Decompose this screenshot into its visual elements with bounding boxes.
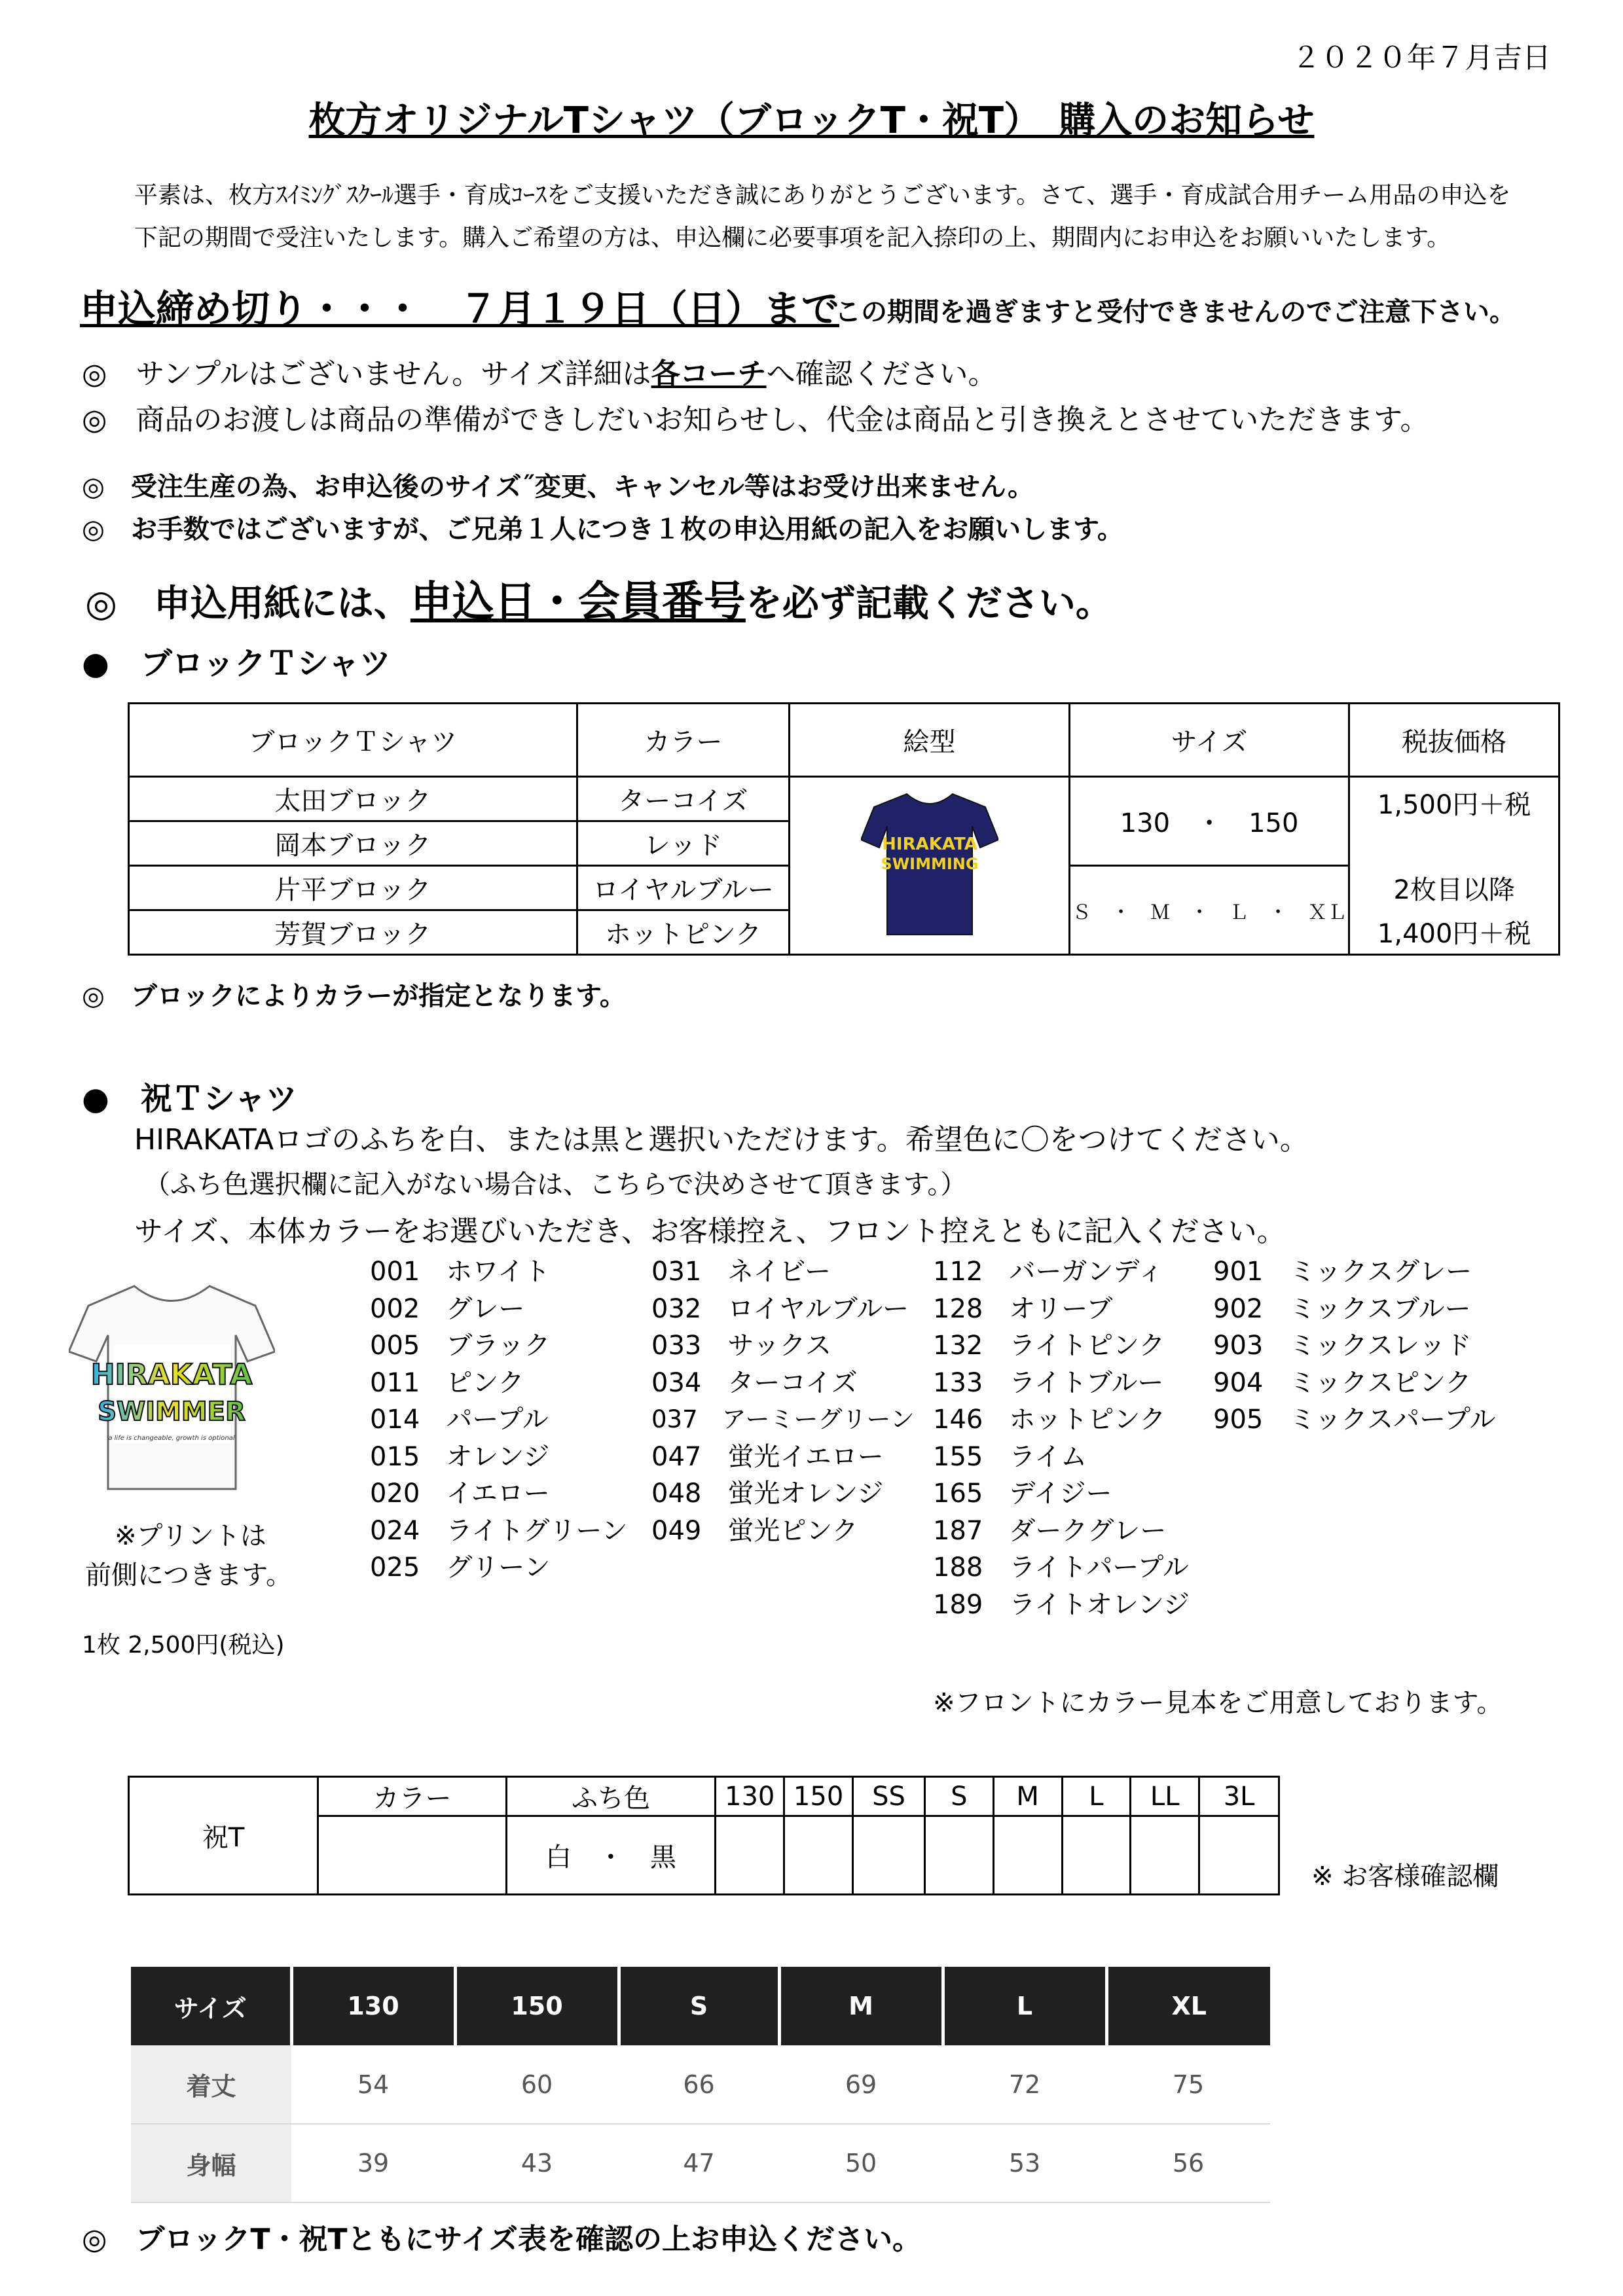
iwai-price: 1枚 2,500円(税込) — [82, 1632, 285, 1659]
iwai-form-qty-s[interactable] — [924, 1816, 993, 1895]
list-item: 020 イエロー — [370, 1479, 550, 1509]
iwai-form-size-m: M — [993, 1777, 1062, 1816]
block-table-header — [129, 704, 1559, 777]
list-item: 133 ライトブルー — [933, 1367, 1164, 1398]
size-table — [131, 1967, 1270, 2203]
iwai-form-qty-130[interactable] — [716, 1816, 784, 1895]
list-item: 902 ミックスブルー — [1213, 1293, 1471, 1324]
table-row — [131, 2124, 1270, 2202]
table-row — [129, 777, 1559, 821]
size-col-s: S — [619, 1967, 779, 2045]
block-col-illustration: 絵型 — [790, 704, 1070, 777]
list-item: 188 ライトパープル — [933, 1552, 1189, 1583]
block-name: 岡本ブロック — [129, 821, 577, 866]
block-price-2b: 1,400円＋税 — [1349, 910, 1559, 955]
list-item: 904 ミックスピンク — [1213, 1367, 1472, 1398]
size-table-header — [131, 1967, 1270, 2045]
customer-confirm-note: ※ お客様確認欄 — [1311, 1861, 1499, 1892]
final-note: ◎ ブロックT・祝Tともにサイズ表を確認の上お申込ください。 — [82, 2223, 922, 2256]
block-tshirt-text-1: HIRAKATA — [881, 834, 977, 854]
iwai-form — [128, 1776, 1280, 1895]
intro-line-2: 下記の期間で受注いたします。購入ご希望の方は、申込欄に必要事項を記入捺印の上、期間内にお申込をお願いいたします。 — [134, 224, 1451, 251]
iwai-line-1: HIRAKATAロゴのふちを白、または黒と選択いただけます。希望色に〇をつけてください。 — [134, 1123, 1309, 1157]
note-required-post: を必ず記載ください。 — [745, 583, 1112, 625]
size-cell: 72 — [943, 2045, 1106, 2124]
size-row-label: 着丈 — [131, 2045, 291, 2124]
color-list-4 — [1213, 1253, 1496, 1439]
iwai-heading: ● 祝Ｔシャツ — [82, 1081, 297, 1117]
list-item: 165 デイジー — [933, 1479, 1112, 1509]
size-cell: 50 — [779, 2124, 943, 2202]
block-name: 片平ブロック — [129, 866, 577, 910]
iwai-line-3: サイズ、本体カラーをお選びいただき、お客様控え、フロント控えともに記入ください。 — [134, 1215, 1286, 1248]
iwai-form-fuchi-header: ふち色 — [506, 1777, 716, 1816]
list-item: 146 ホットピンク — [933, 1405, 1166, 1435]
list-item: 189 ライトオレンジ — [933, 1589, 1190, 1620]
iwai-tshirt-text-3: a life is changeable, growth is optional — [108, 1435, 235, 1442]
block-color: ロイヤルブルー — [577, 866, 789, 910]
list-item: 128 オリーブ — [933, 1293, 1113, 1324]
intro-line-1: 平素は、枚方ｽｲﾐﾝｸﾞｽｸｰﾙ選手・育成ｺｰｽをご支援いただき誠にありがとうございます。さて、選手・育成試合用チーム用品の申込を — [134, 182, 1511, 209]
iwai-form-size-3l: 3L — [1199, 1777, 1279, 1816]
iwai-form-qty-ss[interactable] — [853, 1816, 925, 1895]
iwai-form-fuchi-choice[interactable]: 白 ・ 黒 — [506, 1816, 716, 1895]
block-tshirt-cell — [790, 777, 1070, 955]
size-cell: 54 — [291, 2045, 455, 2124]
size-cell: 56 — [1106, 2124, 1270, 2202]
size-row-label: 身幅 — [131, 2124, 291, 2202]
iwai-form-size-ss: SS — [853, 1777, 925, 1816]
iwai-form-qty-l[interactable] — [1062, 1816, 1131, 1895]
note-delivery: ◎ 商品のお渡しは商品の準備ができしだいお知らせし、代金は商品と引き換えとさせていただきます。 — [82, 403, 1429, 437]
list-item: 014 パープル — [370, 1405, 549, 1435]
list-item: 015 オレンジ — [370, 1441, 550, 1472]
list-item: 011 ピンク — [370, 1367, 524, 1398]
block-tshirt-image — [861, 787, 998, 938]
deadline-note: この期間を過ぎますと受付できませんのでご注意下さい。 — [835, 297, 1516, 327]
list-item: 031 ネイビー — [651, 1257, 831, 1287]
iwai-form-color-header: カラー — [318, 1777, 506, 1816]
iwai-form-label: 祝T — [129, 1777, 318, 1895]
note-sample-pre: ◎ サンプルはございません。サイズ詳細は — [82, 357, 651, 391]
iwai-form-color-input[interactable] — [318, 1816, 506, 1895]
block-col-color: カラー — [577, 704, 789, 777]
size-cell: 39 — [291, 2124, 455, 2202]
print-note-1: ※プリントは — [115, 1521, 266, 1551]
size-cell: 75 — [1106, 2045, 1270, 2124]
block-col-name: ブロックＴシャツ — [129, 704, 577, 777]
iwai-form-size-150: 150 — [784, 1777, 853, 1816]
list-item: 049 蛍光ピンク — [651, 1515, 858, 1546]
table-row — [131, 2045, 1270, 2124]
list-item: 034 ターコイズ — [651, 1367, 858, 1398]
block-heading: ● ブロックＴシャツ — [82, 645, 391, 682]
size-col-label: サイズ — [131, 1967, 291, 2045]
size-cell: 47 — [619, 2124, 779, 2202]
list-item: 024 ライトグリーン — [370, 1515, 628, 1546]
block-size-kids: 130 ・ 150 — [1069, 777, 1349, 866]
size-cell: 53 — [943, 2124, 1106, 2202]
size-cell: 66 — [619, 2045, 779, 2124]
list-item: 032 ロイヤルブルー — [651, 1293, 909, 1324]
list-item: 002 グレー — [370, 1293, 525, 1324]
list-item: 047 蛍光イエロー — [651, 1441, 884, 1472]
note-sample-post: へ確認ください。 — [766, 357, 997, 391]
iwai-tshirt-image — [69, 1280, 275, 1496]
iwai-form-header — [129, 1777, 1279, 1816]
block-name: 太田ブロック — [129, 777, 577, 821]
page-title: 枚方オリジナルTシャツ（ブロックT・祝T） 購入のお知らせ — [308, 99, 1315, 142]
note-required — [85, 568, 1112, 628]
note-cancel: ◎ 受注生産の為、お申込後のサイズ˝変更、キャンセル等はお受け出来ません。 — [82, 472, 1034, 502]
iwai-form-size-ll: LL — [1131, 1777, 1199, 1816]
iwai-tshirt-text-2: SWIMMER — [98, 1397, 246, 1427]
color-list-1 — [370, 1253, 628, 1587]
note-required-fields: 申込日・会員番号 — [410, 578, 746, 626]
size-cell: 43 — [455, 2124, 619, 2202]
iwai-form-qty-150[interactable] — [784, 1816, 853, 1895]
list-item: 048 蛍光オレンジ — [651, 1479, 884, 1509]
size-col-m: M — [779, 1967, 943, 2045]
list-item: 903 ミックスレッド — [1213, 1331, 1472, 1361]
list-item: 155 ライム — [933, 1441, 1087, 1472]
size-col-130: 130 — [291, 1967, 455, 2045]
block-name: 芳賀ブロック — [129, 910, 577, 955]
list-item: 001 ホワイト — [370, 1257, 551, 1287]
list-item: 025 グリーン — [370, 1552, 551, 1583]
note-sample — [82, 350, 997, 392]
block-note: ◎ ブロックによりカラーが指定となります。 — [82, 981, 626, 1011]
size-col-150: 150 — [455, 1967, 619, 2045]
print-note-2: 前側につきます。 — [85, 1560, 292, 1590]
note-siblings: ◎ お手数ではございますが、ご兄弟１人につき１枚の申込用紙の記入をお願いします。 — [82, 514, 1123, 545]
date: ２０２０年７月吉日 — [1292, 41, 1551, 75]
size-cell: 60 — [455, 2045, 619, 2124]
list-item: 187 ダークグレー — [933, 1515, 1167, 1546]
note-required-pre: ◎ 申込用紙には、 — [85, 583, 410, 625]
block-size-adult: Ｓ ・ Ｍ ・ Ｌ ・ ＸＬ — [1069, 866, 1349, 955]
block-price-1: 1,500円＋税 — [1349, 777, 1559, 866]
size-cell: 69 — [779, 2045, 943, 2124]
block-price-2a: 2枚目以降 — [1349, 866, 1559, 910]
list-item: 132 ライトピンク — [933, 1331, 1165, 1361]
size-col-xl: XL — [1106, 1967, 1270, 2045]
deadline-label: 申込締め切り・・・ ７月１９日（日）まで — [80, 287, 840, 331]
block-col-size: サイズ — [1069, 704, 1349, 777]
block-color: ホットピンク — [577, 910, 789, 955]
iwai-form-size-s: S — [924, 1777, 993, 1816]
iwai-form-qty-ll[interactable] — [1131, 1816, 1199, 1895]
block-color: レッド — [577, 821, 789, 866]
block-table — [128, 702, 1560, 956]
iwai-tshirt-text-1: HIRAKATA — [90, 1358, 253, 1391]
iwai-form-qty-3l[interactable] — [1199, 1816, 1279, 1895]
iwai-form-size-130: 130 — [716, 1777, 784, 1816]
color-list-2 — [651, 1253, 915, 1549]
color-list-3 — [933, 1253, 1190, 1623]
size-col-l: L — [943, 1967, 1106, 2045]
block-color: ターコイズ — [577, 777, 789, 821]
list-item: 033 サックス — [651, 1331, 832, 1361]
list-item: 037 アーミーグリーン — [651, 1405, 915, 1433]
list-item: 901 ミックスグレー — [1213, 1257, 1472, 1287]
block-tshirt-text-2: SWIMMING — [880, 854, 979, 873]
iwai-line-2: （ふち色選択欄に記入がない場合は、こちらで決めさせて頂きます。） — [144, 1170, 967, 1200]
iwai-form-qty-m[interactable] — [993, 1816, 1062, 1895]
block-col-price: 税抜価格 — [1349, 704, 1559, 777]
iwai-form-size-l: L — [1062, 1777, 1131, 1816]
note-sample-coach: 各コーチ — [651, 357, 767, 391]
color-sample-note: ※フロントにカラー見本をご用意しております。 — [933, 1688, 1503, 1718]
list-item: 905 ミックスパープル — [1213, 1405, 1496, 1435]
list-item: 112 バーガンディ — [933, 1257, 1164, 1287]
list-item: 005 ブラック — [370, 1331, 551, 1361]
